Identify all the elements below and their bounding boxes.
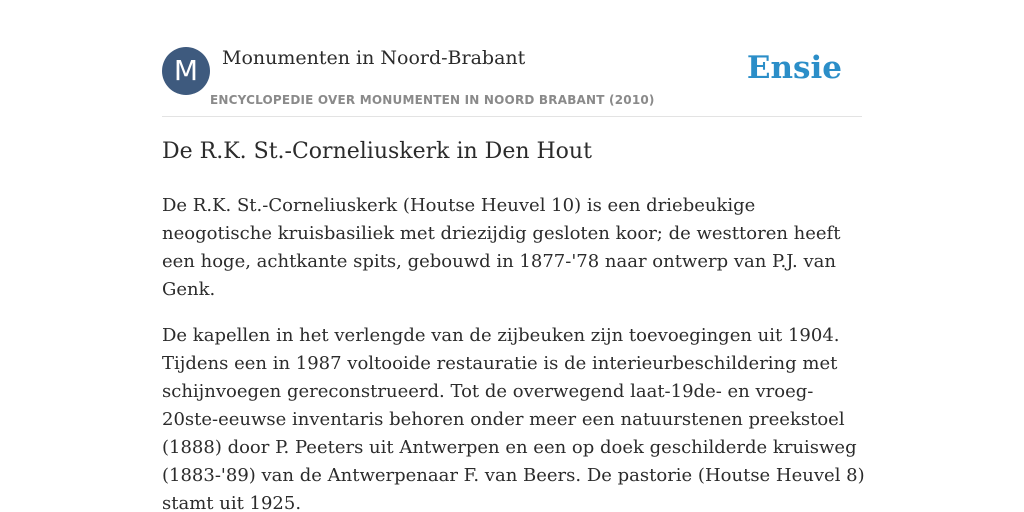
article-body: [162, 192, 867, 512]
source-avatar[interactable]: M: [162, 47, 210, 95]
ensie-logo[interactable]: Ensie: [746, 50, 842, 86]
source-header: [162, 46, 862, 117]
source-title-link[interactable]: Monumenten in Noord-Brabant: [222, 47, 526, 69]
article-paragraph: De R.K. St.-Corneliuskerk (Houtse Heuvel 10) is een driebeukige neogotische kruisbasiliek met driezijdig gesloten koor; de westtoren heeft een hoge, achtkante spits, gebouwd in 1877-'78 naar ontwerp van P.J. van Genk.: [162, 195, 841, 300]
source-subtitle: ENCYCLOPEDIE OVER MONUMENTEN IN NOORD BRABANT (2010): [210, 93, 655, 107]
article-paragraph: De kapellen in het verlengde van de zijbeuken zijn toevoegingen uit 1904. Tijdens een in 1987 voltooide restauratie is de interieurbeschildering met schijnvoegen gereconstrueerd. Tot de overwegend laat-19de- en vroeg-20ste-eeuwse inventaris behoren onder meer een natuurstenen preekstoel (1888) door P. Peeters uit Antwerpen en een op doek geschilderde kruisweg (1883-'89) van de Antwerpenaar F. van Beers. De pastorie (Houtse Heuvel 8) stamt uit 1925.: [162, 325, 865, 512]
article-title: De R.K. St.-Corneliuskerk in Den Hout: [162, 139, 592, 164]
